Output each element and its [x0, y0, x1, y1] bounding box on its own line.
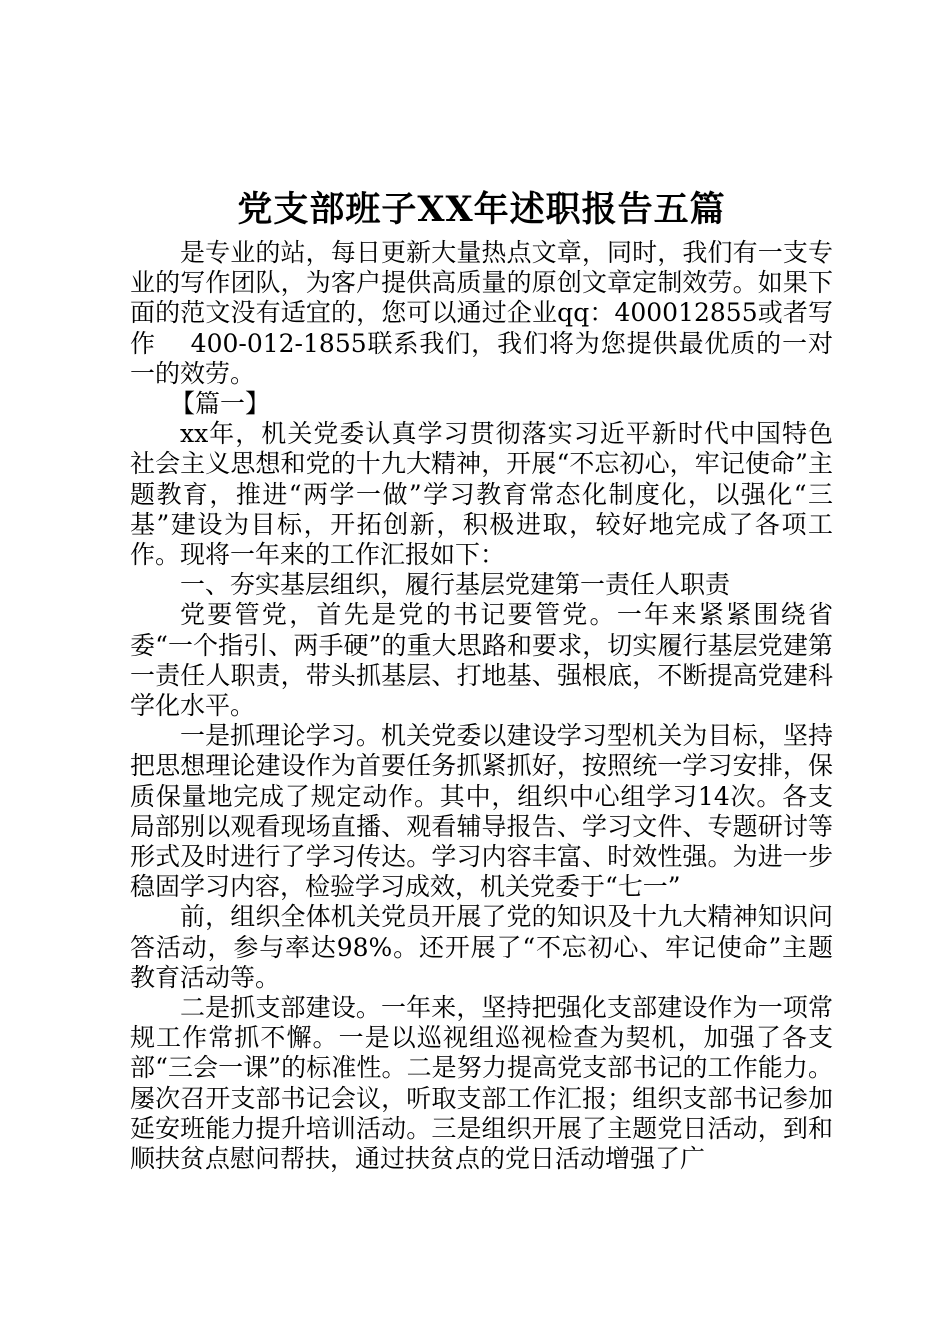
- body-paragraph: xx年，机关党委认真学习贯彻落实习近平新时代中国特色社会主义思想和党的十九大精神，开展“不忘初心，牢记使命”主题教育，推进“两学一做”学习教育常态化制度化，以强化“三基”建设为目标，开拓创新，积极进取，较好地完成了各项工作。现将一年来的工作汇报如下：: [130, 419, 833, 570]
- section-heading-part-one: 【篇一】: [170, 389, 271, 419]
- document-page: [130, 183, 833, 1174]
- body-paragraph: 一是抓理论学习。机关党委以建设学习型机关为目标，坚持把思想理论建设作为首要任务抓紧抓好，按照统一学习安排，保质保量地完成了规定动作。其中，组织中心组学习14次。各支局部别以观看现场直播、观看辅导报告、学习文件、专题研讨等形式及时进行了学习传达。学习内容丰富、时效性强。为进一步稳固学习内容，检验学习成效，机关党委于“七一”: [130, 721, 833, 902]
- body-paragraph: 前，组织全体机关党员开展了党的知识及十九大精神知识问答活动，参与率达98%。还开展了“不忘初心、牢记使命”主题教育活动等。: [130, 902, 833, 992]
- document-title: 党支部班子XX年述职报告五篇: [237, 189, 726, 230]
- body-paragraph: 二是抓支部建设。一年来，坚持把强化支部建设作为一项常规工作常抓不懈。一是以巡视组巡视检查为契机，加强了各支部“三会一课”的标准性。二是努力提高党支部书记的工作能力。屡次召开支部书记会议，听取支部工作汇报；组织支部书记参加延安班能力提升培训活动。三是组织开展了主题党日活动，到和顺扶贫点慰问帮扶，通过扶贫点的党日活动增强了广: [130, 993, 833, 1174]
- subsection-heading: 一、夯实基层组织，履行基层党建第一责任人职责: [180, 570, 731, 600]
- body-paragraph: 党要管党，首先是党的书记要管党。一年来紧紧围绕省委“一个指引、两手硬”的重大思路和要求，切实履行基层党建第一责任人职责，带头抓基层、打地基、强根底，不断提高党建科学化水平。: [130, 600, 833, 721]
- intro-paragraph: 是专业的站，每日更新大量热点文章，同时，我们有一支专业的写作团队，为客户提供高质量的原创文章定制效劳。如果下面的范文没有适宜的，您可以通过企业qq：400012855或者写作 400-012-1855联系我们，我们将为您提供最优质的一对一的效劳。: [130, 238, 833, 388]
